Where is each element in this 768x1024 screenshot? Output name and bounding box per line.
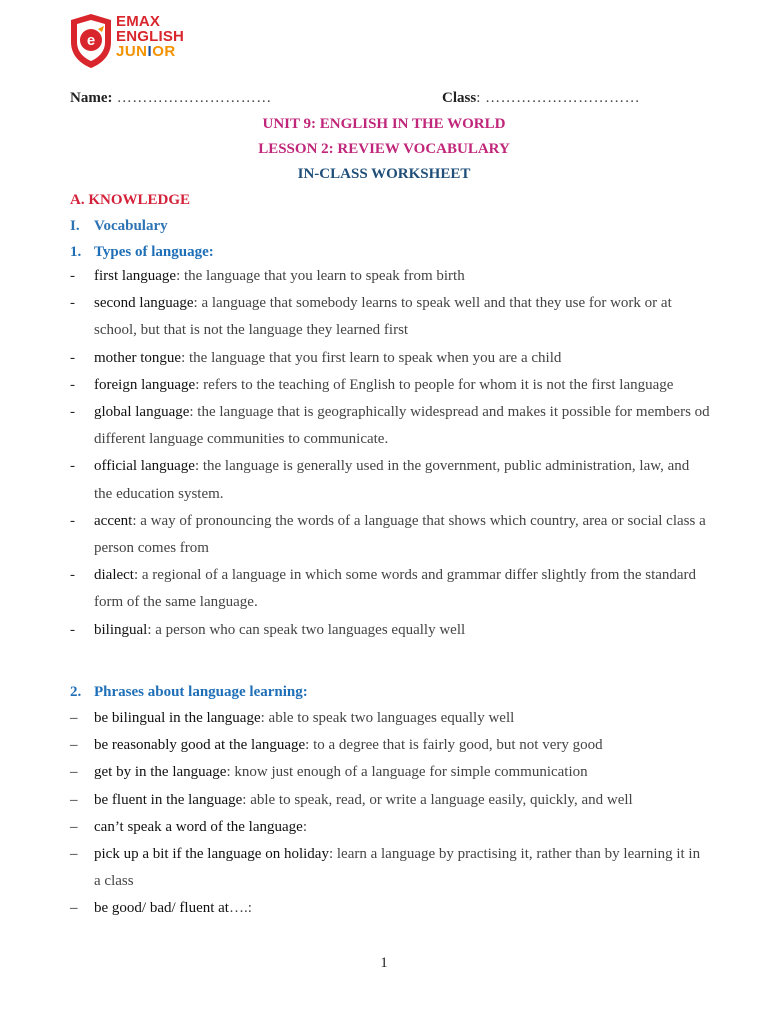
definition: : to a degree that is fairly good, but not very good (305, 737, 603, 754)
section-a-heading: A. KNOWLEDGE (70, 192, 191, 208)
list-item: – be bilingual in the language: able to speak two languages equally well (70, 710, 515, 726)
term: be good/ bad/ fluent at (94, 900, 229, 917)
definition: : (302, 818, 307, 835)
class-label: Class (442, 90, 477, 106)
term: can’t speak a word of the language (94, 818, 303, 835)
subsection-2-number: 2. (70, 684, 82, 700)
phrases-list (70, 705, 710, 923)
term: be fluent in the language (94, 791, 243, 808)
term: get by in the language (94, 764, 227, 781)
definition: : know just enough of a language for simple communication (226, 764, 588, 781)
logo-line-junior (116, 44, 184, 59)
logo-or: OR (152, 43, 176, 60)
term: global language (94, 404, 190, 421)
term: pick up a bit if the language on holiday (94, 846, 329, 863)
list-item: – be reasonably good at the language: to a degree that is fairly good, but not very good (70, 737, 603, 754)
shield-logo-icon (68, 12, 114, 70)
term: accent (94, 512, 133, 529)
lesson-title: LESSON 2: REVIEW VOCABULARY (258, 141, 510, 157)
subsection-1-number: 1. (70, 244, 82, 260)
name-dots: ………………………… (112, 90, 272, 106)
definition: : a way of pronouncing the words of a language that shows which country, area or social class a person comes from (94, 512, 706, 557)
definition: : able to speak, read, or write a language easily, quickly, and well (242, 791, 633, 808)
term: bilingual (94, 621, 148, 638)
subsection-2-label: Phrases about language learning: (94, 684, 308, 700)
list-item: – pick up a bit if the language on holiday: learn a language by practising it, rather than by learning it in a class (70, 846, 701, 890)
list-item: - dialect: a regional of a language in which some words and grammar differ slightly from the standard form of the same language. (70, 567, 697, 611)
term: mother tongue (94, 349, 182, 366)
name-field[interactable] (70, 90, 272, 107)
subsection-1-label: Types of language: (94, 244, 214, 260)
logo-wordmark (116, 14, 184, 59)
definition: : the language is generally used in the government, public administration, law, and the education system. (94, 458, 690, 502)
definition: : the language that you learn to speak from birth (176, 268, 465, 284)
list-item: – can’t speak a word of the language: (70, 818, 307, 835)
definition: : able to speak two languages equally well (260, 710, 515, 726)
section-i-heading (70, 218, 168, 235)
list-item: – be good/ bad/ fluent at….: (70, 900, 252, 917)
list-item: - second language: a language that somebody learns to speak well and that they use for work or at school, but that is not the language they learned first (70, 295, 672, 339)
list-item: - bilingual: a person who can speak two languages equally well (70, 621, 466, 638)
class-dots: : ………………………… (476, 90, 641, 106)
types-list (70, 263, 710, 644)
emax-logo (68, 12, 198, 72)
worksheet-title: IN-CLASS WORKSHEET (297, 166, 471, 182)
list-item: - official language: the language is generally used in the government, public administration, law, and the education system. (70, 458, 690, 502)
section-i-number: I. (70, 218, 80, 234)
name-label: Name: (70, 90, 113, 106)
logo-jun: JUN (116, 43, 148, 60)
list-item: – get by in the language: know just enough of a language for simple communication (70, 764, 588, 781)
list-item: - global language: the language that is geographically widespread and makes it possible for members od different language communities to communicate. (70, 404, 710, 448)
term: official language (94, 458, 195, 475)
class-field[interactable] (442, 90, 640, 107)
logo-line-emax: EMAX (116, 13, 161, 30)
definition: : learn a language by practising it, rather than by learning it in a class (94, 846, 701, 890)
subsection-1-heading (70, 244, 214, 261)
definition: : a language that somebody learns to speak well and that they use for work or at school, but that is not the language they learned first (94, 295, 672, 339)
term: dialect (94, 567, 134, 584)
definition: : the language that you first learn to speak when you are a child (181, 349, 562, 366)
term: foreign language (94, 376, 196, 393)
list-item: - foreign language: refers to the teaching of English to people for whom it is not the first language (70, 376, 674, 393)
definition: : refers to the teaching of English to people for whom it is not the first language (195, 376, 674, 393)
definition: : a regional of a language in which some words and grammar differ slightly from the standard form of the same language. (94, 567, 697, 611)
term: first language (94, 268, 177, 284)
term: be bilingual in the language (94, 710, 261, 726)
list-item: - mother tongue: the language that you first learn to speak when you are a child (70, 349, 562, 366)
list-item: - first language: the language that you learn to speak from birth (70, 268, 465, 284)
subsection-2-heading (70, 684, 308, 701)
logo-i: I (147, 43, 153, 60)
definition: : a person who can speak two languages equally well (147, 621, 466, 638)
definition: : the language that is geographically widespread and makes it possible for members od different language communities to communicate. (94, 404, 710, 448)
page-number: 1 (380, 955, 388, 971)
term: second language (94, 295, 194, 312)
unit-title: UNIT 9: ENGLISH IN THE WORLD (262, 116, 506, 132)
svg-text:e: e (86, 32, 96, 49)
logo-line-english: ENGLISH (116, 28, 185, 45)
term: be reasonably good at the language (94, 737, 306, 754)
section-i-label: Vocabulary (94, 218, 168, 234)
definition: ….: (228, 900, 252, 917)
list-item: - accent: a way of pronouncing the words of a language that shows which country, area or social class a person comes from (70, 512, 706, 557)
list-item: – be fluent in the language: able to speak, read, or write a language easily, quickly, and well (70, 791, 633, 808)
